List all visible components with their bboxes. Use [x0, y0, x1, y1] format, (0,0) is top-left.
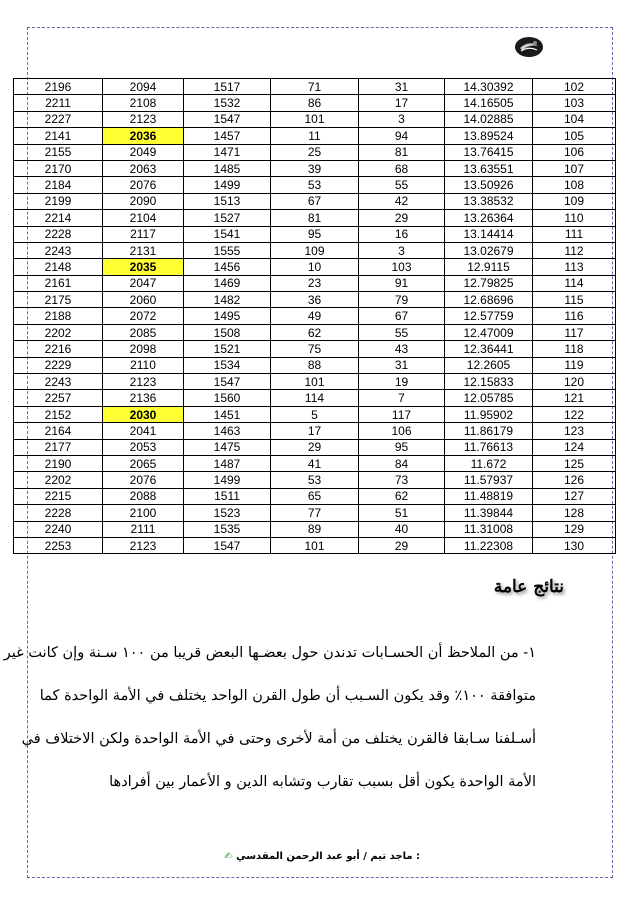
table-cell: 94	[359, 128, 445, 144]
table-cell: 29	[359, 210, 445, 226]
table-cell: 1475	[184, 439, 271, 455]
table-row	[14, 275, 616, 291]
table-row	[14, 472, 616, 488]
table-cell: 3	[359, 111, 445, 127]
table-row	[14, 292, 616, 308]
table-cell: 1547	[184, 111, 271, 127]
table-cell: 1541	[184, 226, 271, 242]
table-cell: 2030	[103, 406, 184, 422]
table-cell: 2100	[103, 505, 184, 521]
table-cell: 2041	[103, 423, 184, 439]
table-cell: 117	[359, 406, 445, 422]
table-cell: 2152	[14, 406, 103, 422]
table-cell: 13.14414	[445, 226, 533, 242]
table-cell: 2049	[103, 144, 184, 160]
table-cell: 71	[271, 79, 359, 95]
table-row	[14, 160, 616, 176]
table-row	[14, 488, 616, 504]
paragraph-line: متوافقة ١٠٠٪ وقد يكون السـبب أن طول القرن الواحد يختلف في الأمة الواحدة كما	[39, 688, 536, 704]
table-row	[14, 95, 616, 111]
table-cell: 2076	[103, 177, 184, 193]
table-cell: 2072	[103, 308, 184, 324]
table-cell: 1499	[184, 177, 271, 193]
table-cell: 112	[533, 242, 616, 258]
table-cell: 1463	[184, 423, 271, 439]
table-cell: 41	[271, 455, 359, 471]
table-cell: 2253	[14, 537, 103, 553]
table-cell: 2063	[103, 160, 184, 176]
table-cell: 16	[359, 226, 445, 242]
table-cell: 103	[533, 95, 616, 111]
table-cell: 113	[533, 259, 616, 275]
table-cell: 108	[533, 177, 616, 193]
table-cell: 11	[271, 128, 359, 144]
table-cell: 14.16505	[445, 95, 533, 111]
table-cell: 3	[359, 242, 445, 258]
table-cell: 2065	[103, 455, 184, 471]
table-cell: 77	[271, 505, 359, 521]
table-cell: 2104	[103, 210, 184, 226]
table-cell: 13.76415	[445, 144, 533, 160]
table-cell: 89	[271, 521, 359, 537]
table-row	[14, 259, 616, 275]
table-cell: 12.68696	[445, 292, 533, 308]
table-cell: 2184	[14, 177, 103, 193]
table-cell: 109	[271, 242, 359, 258]
table-cell: 105	[533, 128, 616, 144]
table-cell: 13.50926	[445, 177, 533, 193]
table-cell: 103	[359, 259, 445, 275]
section-heading: نتائج عامة	[493, 577, 564, 597]
table-cell: 7	[359, 390, 445, 406]
table-cell: 2085	[103, 324, 184, 340]
table-cell: 12.9115	[445, 259, 533, 275]
table-cell: 2257	[14, 390, 103, 406]
table-cell: 114	[271, 390, 359, 406]
table-cell: 127	[533, 488, 616, 504]
table-cell: 2164	[14, 423, 103, 439]
table-row	[14, 439, 616, 455]
table-cell: 2228	[14, 226, 103, 242]
table-cell: 39	[271, 160, 359, 176]
table-cell: 2229	[14, 357, 103, 373]
paragraph-line: ١- من الملاحظ أن الحسـابات تدندن حول بعضـها البعض قريبا من ١٠٠ سـنة وإن كانت غير	[3, 645, 536, 661]
table-cell: 53	[271, 472, 359, 488]
table-cell: 2123	[103, 111, 184, 127]
table-cell: 43	[359, 341, 445, 357]
table-cell: 1456	[184, 259, 271, 275]
table-cell: 2090	[103, 193, 184, 209]
table-row	[14, 324, 616, 340]
table-cell: 1511	[184, 488, 271, 504]
table-cell: 2199	[14, 193, 103, 209]
table-cell: 11.95902	[445, 406, 533, 422]
table-cell: 1534	[184, 357, 271, 373]
table-row	[14, 210, 616, 226]
table-cell: 110	[533, 210, 616, 226]
table-row	[14, 423, 616, 439]
table-cell: 11.31008	[445, 521, 533, 537]
table-cell: 67	[271, 193, 359, 209]
table-row	[14, 357, 616, 373]
table-cell: 42	[359, 193, 445, 209]
table-cell: 2094	[103, 79, 184, 95]
table-cell: 2141	[14, 128, 103, 144]
table-row	[14, 193, 616, 209]
table-row	[14, 455, 616, 471]
table-cell: 1547	[184, 537, 271, 553]
table-cell: 2136	[103, 390, 184, 406]
table-cell: 12.47009	[445, 324, 533, 340]
table-cell: 1487	[184, 455, 271, 471]
table-row	[14, 111, 616, 127]
table-cell: 91	[359, 275, 445, 291]
table-cell: 88	[271, 357, 359, 373]
table-cell: 1499	[184, 472, 271, 488]
conclusion-paragraph	[3, 632, 536, 804]
table-cell: 2111	[103, 521, 184, 537]
table-cell: 40	[359, 521, 445, 537]
table-cell: 2076	[103, 472, 184, 488]
table-cell: 12.05785	[445, 390, 533, 406]
table-cell: 2243	[14, 374, 103, 390]
book-logo-icon	[514, 36, 544, 58]
table-cell: 1523	[184, 505, 271, 521]
table-cell: 128	[533, 505, 616, 521]
table-cell: 2211	[14, 95, 103, 111]
table-cell: 2170	[14, 160, 103, 176]
table-cell: 1517	[184, 79, 271, 95]
table-cell: 53	[271, 177, 359, 193]
table-cell: 1521	[184, 341, 271, 357]
table-cell: 2240	[14, 521, 103, 537]
table-cell: 2215	[14, 488, 103, 504]
table-row	[14, 374, 616, 390]
table-cell: 1535	[184, 521, 271, 537]
table-cell: 11.57937	[445, 472, 533, 488]
table-cell: 49	[271, 308, 359, 324]
table-cell: 107	[533, 160, 616, 176]
table-cell: 117	[533, 324, 616, 340]
table-cell: 79	[359, 292, 445, 308]
table-cell: 2035	[103, 259, 184, 275]
table-cell: 2216	[14, 341, 103, 357]
table-cell: 129	[533, 521, 616, 537]
table-row	[14, 144, 616, 160]
table-cell: 2047	[103, 275, 184, 291]
table-cell: 1508	[184, 324, 271, 340]
table-row	[14, 521, 616, 537]
table-cell: 12.36441	[445, 341, 533, 357]
table-cell: 36	[271, 292, 359, 308]
table-cell: 1532	[184, 95, 271, 111]
table-cell: 62	[359, 488, 445, 504]
table-cell: 104	[533, 111, 616, 127]
table-cell: 1513	[184, 193, 271, 209]
table-row	[14, 242, 616, 258]
table-cell: 75	[271, 341, 359, 357]
table-cell: 111	[533, 226, 616, 242]
table-cell: 2188	[14, 308, 103, 324]
table-cell: 2117	[103, 226, 184, 242]
table-cell: 2243	[14, 242, 103, 258]
table-cell: 2190	[14, 455, 103, 471]
table-cell: 68	[359, 160, 445, 176]
table-cell: 13.26364	[445, 210, 533, 226]
table-cell: 116	[533, 308, 616, 324]
table-cell: 51	[359, 505, 445, 521]
table-cell: 11.39844	[445, 505, 533, 521]
table-cell: 1471	[184, 144, 271, 160]
table-cell: 2202	[14, 472, 103, 488]
table-cell: 114	[533, 275, 616, 291]
table-cell: 12.79825	[445, 275, 533, 291]
table-cell: 2123	[103, 374, 184, 390]
author-name: : ماجد تيم / أبو عبد الرحمن المقدسي	[236, 851, 420, 862]
paragraph-line: أسـلفنا سـابقا فالقرن يختلف من أمة لأخرى وحتى في الأمة الواحدة ولكن الاختلاف في	[21, 731, 536, 747]
table-cell: 130	[533, 537, 616, 553]
table-cell: 123	[533, 423, 616, 439]
table-cell: 101	[271, 537, 359, 553]
table-cell: 11.86179	[445, 423, 533, 439]
table-cell: 2196	[14, 79, 103, 95]
table-cell: 95	[359, 439, 445, 455]
table-cell: 13.89524	[445, 128, 533, 144]
table-row	[14, 79, 616, 95]
table-cell: 84	[359, 455, 445, 471]
table-row	[14, 537, 616, 553]
table-row	[14, 177, 616, 193]
table-cell: 122	[533, 406, 616, 422]
table-cell: 1555	[184, 242, 271, 258]
table-cell: 106	[359, 423, 445, 439]
table-cell: 81	[271, 210, 359, 226]
table-cell: 124	[533, 439, 616, 455]
table-cell: 2175	[14, 292, 103, 308]
author-footer	[224, 851, 420, 862]
table-cell: 25	[271, 144, 359, 160]
leaf-icon: ✍	[224, 851, 233, 862]
table-cell: 120	[533, 374, 616, 390]
paragraph-line: الأمة الواحدة يكون أقل بسبب تقارب وتشابه الدين و الأعمار بين أفرادها	[109, 774, 536, 790]
table-cell: 1469	[184, 275, 271, 291]
table-cell: 13.38532	[445, 193, 533, 209]
table-cell: 95	[271, 226, 359, 242]
table-row	[14, 308, 616, 324]
table-cell: 2131	[103, 242, 184, 258]
table-cell: 118	[533, 341, 616, 357]
table-row	[14, 505, 616, 521]
table-cell: 2098	[103, 341, 184, 357]
table-cell: 10	[271, 259, 359, 275]
table-cell: 2155	[14, 144, 103, 160]
table-cell: 29	[271, 439, 359, 455]
table-cell: 2060	[103, 292, 184, 308]
table-cell: 14.02885	[445, 111, 533, 127]
table-cell: 119	[533, 357, 616, 373]
table-cell: 12.2605	[445, 357, 533, 373]
table-cell: 2123	[103, 537, 184, 553]
table-cell: 31	[359, 79, 445, 95]
table-cell: 2177	[14, 439, 103, 455]
table-cell: 2148	[14, 259, 103, 275]
table-cell: 1451	[184, 406, 271, 422]
data-table	[13, 78, 616, 554]
table-row	[14, 406, 616, 422]
table-cell: 11.22308	[445, 537, 533, 553]
table-cell: 101	[271, 374, 359, 390]
table-cell: 29	[359, 537, 445, 553]
table-cell: 31	[359, 357, 445, 373]
table-cell: 1547	[184, 374, 271, 390]
table-cell: 1495	[184, 308, 271, 324]
table-row	[14, 390, 616, 406]
table-cell: 2053	[103, 439, 184, 455]
table-cell: 67	[359, 308, 445, 324]
table-cell: 62	[271, 324, 359, 340]
table-cell: 11.48819	[445, 488, 533, 504]
table-row	[14, 341, 616, 357]
table-cell: 102	[533, 79, 616, 95]
table-cell: 11.672	[445, 455, 533, 471]
table-cell: 1457	[184, 128, 271, 144]
table-cell: 5	[271, 406, 359, 422]
table-cell: 2227	[14, 111, 103, 127]
table-cell: 101	[271, 111, 359, 127]
table-cell: 1482	[184, 292, 271, 308]
table-cell: 2108	[103, 95, 184, 111]
table-cell: 14.30392	[445, 79, 533, 95]
table-cell: 2202	[14, 324, 103, 340]
table-cell: 2214	[14, 210, 103, 226]
table-cell: 13.63551	[445, 160, 533, 176]
table-cell: 81	[359, 144, 445, 160]
table-cell: 23	[271, 275, 359, 291]
table-row	[14, 128, 616, 144]
table-cell: 19	[359, 374, 445, 390]
table-row	[14, 226, 616, 242]
table-cell: 2228	[14, 505, 103, 521]
table-cell: 106	[533, 144, 616, 160]
table-cell: 1485	[184, 160, 271, 176]
table-cell: 2088	[103, 488, 184, 504]
table-cell: 17	[271, 423, 359, 439]
table-cell: 2161	[14, 275, 103, 291]
table-cell: 121	[533, 390, 616, 406]
table-cell: 86	[271, 95, 359, 111]
table-cell: 65	[271, 488, 359, 504]
table-cell: 2036	[103, 128, 184, 144]
table-cell: 12.57759	[445, 308, 533, 324]
table-cell: 55	[359, 177, 445, 193]
table-cell: 109	[533, 193, 616, 209]
table-cell: 115	[533, 292, 616, 308]
table-cell: 11.76613	[445, 439, 533, 455]
table-cell: 1560	[184, 390, 271, 406]
table-cell: 12.15833	[445, 374, 533, 390]
table-cell: 73	[359, 472, 445, 488]
table-cell: 17	[359, 95, 445, 111]
table-body	[14, 79, 616, 554]
table-cell: 1527	[184, 210, 271, 226]
table-cell: 126	[533, 472, 616, 488]
table-cell: 13.02679	[445, 242, 533, 258]
table-cell: 2110	[103, 357, 184, 373]
table-cell: 55	[359, 324, 445, 340]
table-cell: 125	[533, 455, 616, 471]
